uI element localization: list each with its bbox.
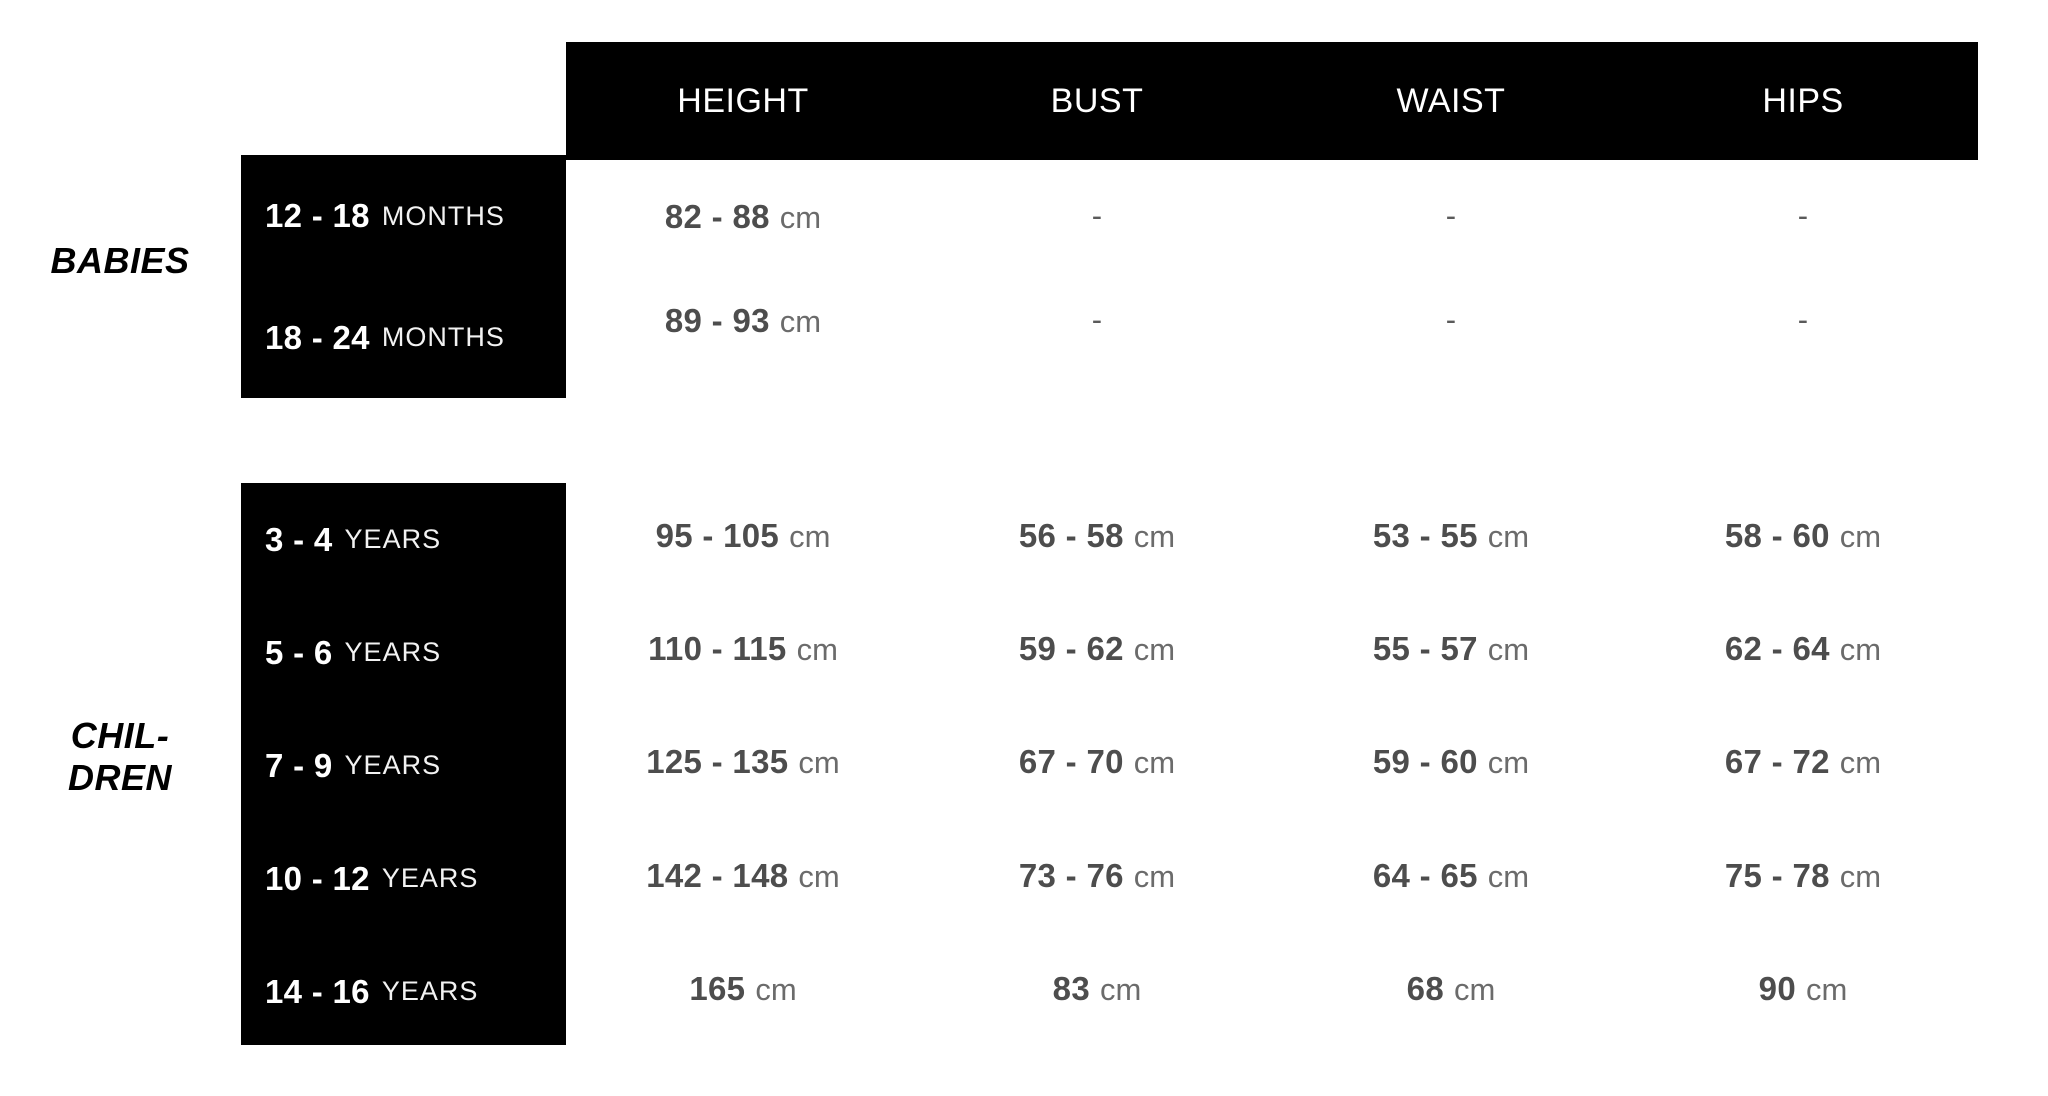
cell-children-2-height [566, 743, 920, 789]
age-row-5-6-years [241, 596, 566, 709]
cell-children-0-bust [920, 517, 1274, 563]
age-value: 10 - 12 [265, 859, 370, 897]
cell-children-3-hips [1628, 857, 1978, 903]
measurement-value: 59 - 60 [1372, 743, 1478, 780]
measurement-unit: cm [1839, 859, 1882, 894]
measurement-value: 82 - 88 [664, 198, 770, 235]
measurement-value: 53 - 55 [1372, 517, 1478, 554]
cell-children-0-hips [1628, 517, 1978, 563]
measurement-unit: cm [1453, 972, 1496, 1007]
cell-children-3-height [566, 857, 920, 903]
measurement-value: - [1797, 198, 1809, 233]
column-header-bust-label: BUST [1050, 81, 1144, 120]
age-unit: MONTHS [381, 200, 505, 231]
cell-children-1-height [566, 630, 920, 676]
cell-babies-0-hips [1628, 198, 1978, 244]
measurement-unit: cm [1487, 745, 1530, 780]
measurement-value: 89 - 93 [664, 302, 770, 339]
cell-babies-1-waist [1274, 302, 1628, 348]
cell-babies-0-bust [920, 198, 1274, 244]
measurement-value: 165 [689, 970, 746, 1007]
age-unit: YEARS [381, 976, 479, 1006]
measurement-unit: cm [1133, 745, 1176, 780]
measurement-value: - [1445, 198, 1457, 233]
measurement-value: 68 [1406, 970, 1444, 1007]
measurement-unit: cm [1487, 859, 1530, 894]
cell-children-4-hips [1628, 970, 1978, 1016]
cell-children-1-waist [1274, 630, 1628, 676]
column-header-bust [920, 42, 1274, 160]
measurement-value: 55 - 57 [1372, 630, 1478, 667]
measurement-value: 125 - 135 [646, 743, 789, 780]
measurement-value: 75 - 78 [1724, 857, 1830, 894]
age-block-babies [241, 155, 566, 398]
group-label-children-line-1: CHIL- [70, 715, 170, 756]
measurement-value: 56 - 58 [1018, 517, 1124, 554]
cell-children-3-bust [920, 857, 1274, 903]
measurement-unit: cm [1805, 972, 1848, 1007]
age-unit: YEARS [381, 863, 479, 893]
age-value: 18 - 24 [265, 318, 370, 356]
age-unit: YEARS [344, 750, 442, 780]
measurement-value: 67 - 72 [1724, 743, 1830, 780]
column-header-hips-label: HIPS [1762, 81, 1844, 120]
measurement-unit: cm [1839, 745, 1882, 780]
age-row-14-16-years [241, 935, 566, 1048]
cell-children-1-bust [920, 630, 1274, 676]
measurement-value: - [1797, 302, 1809, 337]
column-header-waist-label: WAIST [1396, 81, 1506, 120]
measurement-unit: cm [1839, 632, 1882, 667]
measurement-unit: cm [789, 519, 831, 554]
measurement-value: 58 - 60 [1724, 517, 1830, 554]
age-row-18-24-months [241, 277, 566, 398]
measurement-value: 83 [1052, 970, 1090, 1007]
cell-babies-0-waist [1274, 198, 1628, 244]
measurement-unit: cm [1133, 632, 1176, 667]
measurement-value: 73 - 76 [1018, 857, 1124, 894]
cell-children-4-height [566, 970, 920, 1016]
age-row-12-18-months [241, 155, 566, 277]
age-value: 7 - 9 [265, 746, 333, 784]
measurement-unit: cm [1839, 519, 1882, 554]
age-unit: YEARS [344, 637, 442, 667]
measurement-unit: cm [1099, 972, 1142, 1007]
cell-babies-0-height [566, 198, 920, 244]
measurement-unit: cm [798, 745, 840, 780]
measurement-value: 59 - 62 [1018, 630, 1124, 667]
column-header-hips [1628, 42, 1978, 160]
measurement-unit: cm [779, 200, 822, 235]
measurement-value: - [1091, 302, 1103, 337]
cell-children-1-hips [1628, 630, 1978, 676]
cell-children-0-height [566, 517, 920, 563]
measurement-value: - [1445, 302, 1457, 337]
cell-children-2-hips [1628, 743, 1978, 789]
measurement-unit: cm [755, 972, 797, 1007]
cell-babies-1-hips [1628, 302, 1978, 348]
cell-children-0-waist [1274, 517, 1628, 563]
age-unit: YEARS [344, 524, 442, 554]
cell-children-4-bust [920, 970, 1274, 1016]
measurement-unit: cm [798, 859, 840, 894]
measurement-value: 95 - 105 [655, 517, 780, 554]
cell-babies-1-height [566, 302, 920, 348]
age-value: 12 - 18 [265, 197, 370, 234]
measurement-value: 64 - 65 [1372, 857, 1478, 894]
column-header-height-label: HEIGHT [677, 81, 809, 120]
measurement-value: 90 [1758, 970, 1796, 1007]
measurement-unit: cm [1487, 519, 1530, 554]
age-unit: MONTHS [381, 322, 505, 352]
group-label-babies [0, 240, 240, 282]
measurement-unit: cm [1133, 519, 1176, 554]
age-row-7-9-years [241, 709, 566, 822]
measurement-unit: cm [796, 632, 838, 667]
age-value: 5 - 6 [265, 633, 333, 671]
measurement-value: - [1091, 198, 1103, 233]
age-row-10-12-years [241, 822, 566, 935]
cell-children-2-waist [1274, 743, 1628, 789]
group-label-children-line-2: DREN [67, 757, 172, 799]
measurement-value: 142 - 148 [646, 857, 789, 894]
column-header-waist [1274, 42, 1628, 160]
group-label-babies-line-1: BABIES [50, 240, 190, 281]
column-header-height [566, 42, 920, 160]
measurement-value: 67 - 70 [1018, 743, 1124, 780]
measurement-unit: cm [1133, 859, 1176, 894]
cell-children-3-waist [1274, 857, 1628, 903]
measurement-value: 62 - 64 [1724, 630, 1830, 667]
group-label-children [0, 715, 240, 800]
measurement-value: 110 - 115 [648, 630, 787, 667]
age-row-3-4-years [241, 483, 566, 596]
cell-babies-1-bust [920, 302, 1274, 348]
measurement-unit: cm [779, 304, 822, 339]
age-value: 14 - 16 [265, 972, 370, 1010]
cell-children-2-bust [920, 743, 1274, 789]
age-value: 3 - 4 [265, 520, 333, 558]
age-block-children [241, 483, 566, 1045]
size-chart-header-bar [566, 42, 1978, 160]
measurement-unit: cm [1487, 632, 1530, 667]
cell-children-4-waist [1274, 970, 1628, 1016]
